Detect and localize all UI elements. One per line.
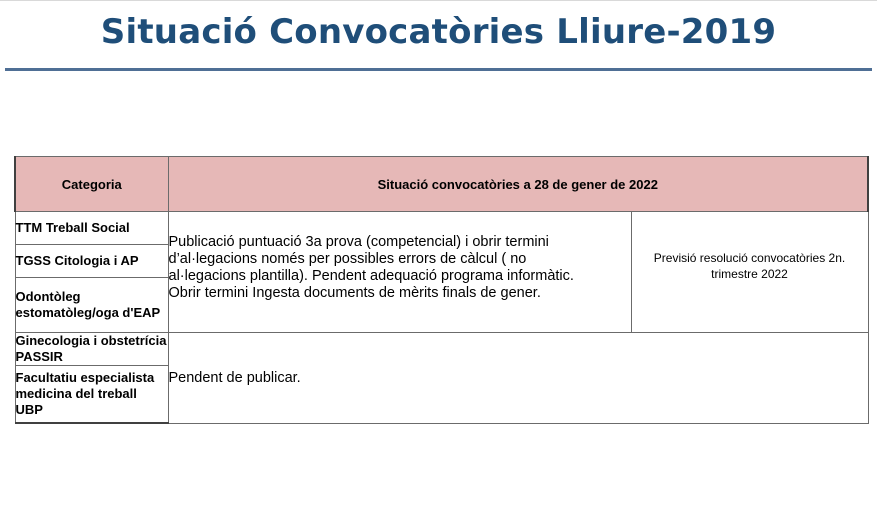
table-row bbox=[15, 333, 868, 366]
status-line: Obrir termini Ingesta documents de mèrits finals de gener. bbox=[168, 285, 541, 301]
category-cell: Ginecologia i obstetrícia PASSIR bbox=[15, 333, 167, 364]
status-line: al·legacions plantilla). Pendent adequació programa informàtic. bbox=[168, 268, 574, 284]
category-cell: TTM Treball Social bbox=[15, 212, 168, 245]
forecast-line: Previsió resolució convocatòries 2n. bbox=[653, 251, 846, 265]
forecast-cell bbox=[631, 212, 868, 333]
title-underline bbox=[5, 68, 872, 71]
header-category: Categoria bbox=[15, 157, 168, 212]
page-title: Situació Convocatòries Lliure-2019 bbox=[100, 12, 777, 52]
status-cell: Pendent de publicar. bbox=[168, 333, 868, 424]
table-row bbox=[15, 212, 868, 245]
status-line: Publicació puntuació 3a prova (competencial) i obrir termini bbox=[168, 234, 549, 250]
convocatories-table bbox=[14, 156, 869, 424]
category-cell: TGSS Citologia i AP bbox=[15, 245, 168, 278]
status-line: d’al·legacions només per possibles errors de càlcul ( no bbox=[168, 251, 527, 267]
header-status: Situació convocatòries a 28 de gener de 2022 bbox=[168, 157, 868, 212]
forecast-line: trimestre 2022 bbox=[711, 267, 788, 281]
table-header-row bbox=[15, 157, 868, 212]
category-cell: Odontòleg estomatòleg/oga d'EAP bbox=[15, 278, 168, 333]
status-cell bbox=[168, 212, 631, 333]
top-divider bbox=[0, 0, 877, 1]
category-cell: Facultatiu especialista medicina del treball UBP bbox=[15, 366, 168, 424]
